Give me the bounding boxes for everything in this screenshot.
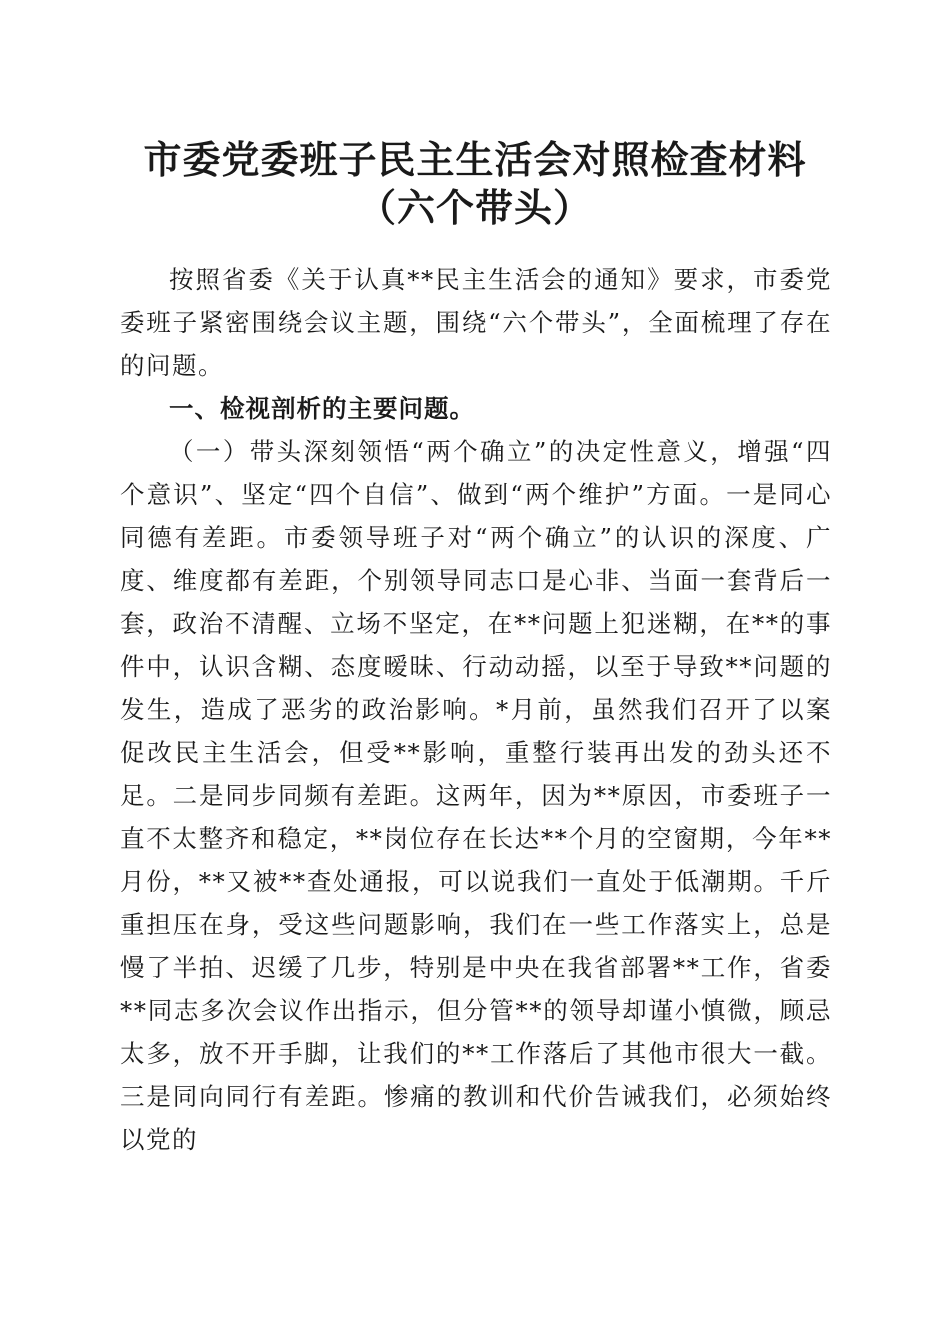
body-paragraph: （一）带头深刻领悟“两个确立”的决定性意义，增强“四个意识”、坚定“四个自信”、做到“两个维护”方面。一是同心同德有差距。市委领导班子对“两个确立”的认识的深度、广度、维度都有差距，个别领导同志口是心非、当面一套背后一套，政治不清醒、立场不坚定，在**问题上犯迷糊，在**的事件中，认识含糊、态度暧昧、行动动摇，以至于导致**问题的发生，造成了恶劣的政治影响。*月前，虽然我们召开了以案促改民主生活会，但受**影响，重整行装再出发的劲头还不足。二是同步同频有差距。这两年，因为**原因，市委班子一直不太整齐和稳定，**岗位存在长达**个月的空窗期，今年**月份，**又被**查处通报，可以说我们一直处于低潮期。千斤重担压在身，受这些问题影响，我们在一些工作落实上，总是慢了半拍、迟缓了几步，特别是中央在我省部署**工作，省委**同志多次会议作出指示，但分管**的领导却谨小慎微，顾忌太多，放不开手脚，让我们的**工作落后了其他市很大一截。三是同向同行有差距。惨痛的教训和代价告诫我们，必须始终以党的 — [120, 437, 832, 1154]
document-body — [120, 258, 832, 1161]
section-heading: 一、检视剖析的主要问题。 — [169, 394, 475, 423]
intro-paragraph: 按照省委《关于认真**民主生活会的通知》要求，市委党委班子紧密围绕会议主题，围绕“六个带头”，全面梳理了存在的问题。 — [120, 265, 832, 380]
document-title: 市委党委班子民主生活会对照检查材料（六个带头） — [143, 137, 807, 230]
